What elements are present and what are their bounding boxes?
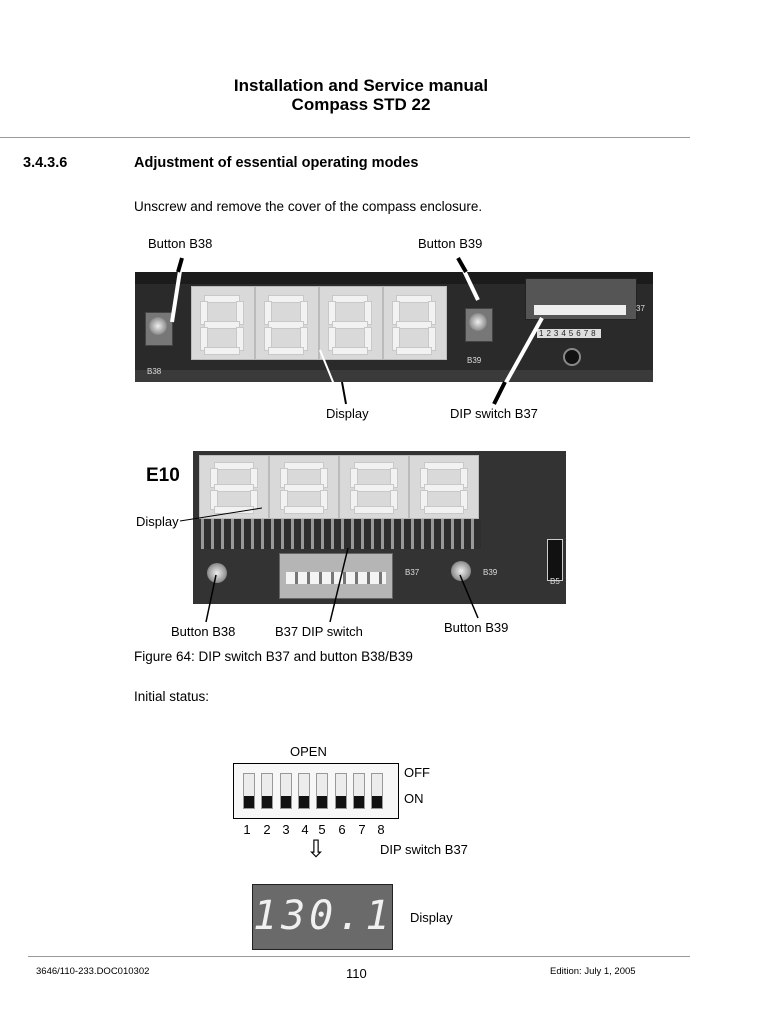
photo2-label-dip: B37 DIP switch bbox=[275, 624, 363, 639]
dip-off-label: OFF bbox=[404, 765, 430, 780]
e10-pcb-b39: B39 bbox=[483, 568, 498, 577]
dip-number-8: 8 bbox=[377, 822, 385, 837]
dip-number-5: 5 bbox=[318, 822, 326, 837]
dip-slot-6[interactable] bbox=[335, 773, 347, 809]
header-line1: Installation and Service manual bbox=[233, 76, 489, 95]
photo2-pointers bbox=[0, 420, 768, 640]
dip-number-7: 7 bbox=[358, 822, 366, 837]
photo2-label-display: Display bbox=[136, 514, 179, 529]
footer-rule bbox=[28, 956, 690, 957]
dip-slot-8[interactable] bbox=[371, 773, 383, 809]
dip-slot-1[interactable] bbox=[243, 773, 255, 809]
dip-number-3: 3 bbox=[282, 822, 290, 837]
label-dip-switch: DIP switch B37 bbox=[450, 406, 538, 421]
figure-caption: Figure 64: DIP switch B37 and button B38/B39 bbox=[134, 649, 413, 664]
section-title: Adjustment of essential operating modes bbox=[134, 155, 419, 171]
footer-doc-id: 3646/110-233.DOC010302 bbox=[36, 966, 150, 977]
pcb-dip-numbers: 12345678 bbox=[539, 329, 599, 338]
dip-number-4: 4 bbox=[301, 822, 309, 837]
display-panel-label: Display bbox=[410, 910, 453, 925]
dip-diagram-caption: DIP switch B37 bbox=[380, 842, 468, 857]
label-button-b38: Button B38 bbox=[148, 236, 213, 251]
footer-edition: Edition: July 1, 2005 bbox=[550, 966, 636, 977]
tag-e10: E10 bbox=[146, 465, 180, 486]
pcb-label-b38: B38 bbox=[147, 367, 162, 376]
dip-slot-2[interactable] bbox=[261, 773, 273, 809]
intro-text: Unscrew and remove the cover of the compass enclosure. bbox=[134, 199, 483, 214]
initial-status-label: Initial status: bbox=[134, 689, 210, 704]
photo2-label-b39: Button B39 bbox=[444, 620, 509, 635]
dip-slot-5[interactable] bbox=[316, 773, 328, 809]
photo1-pointers bbox=[0, 0, 768, 420]
e10-pcb-b5: B5 bbox=[550, 577, 560, 586]
pcb-label-37: 37 bbox=[636, 304, 645, 313]
e10-pcb-b37: B37 bbox=[405, 568, 420, 577]
photo2-label-b38: Button B38 bbox=[171, 624, 236, 639]
footer-page-number: 110 bbox=[346, 966, 367, 981]
dip-slot-4[interactable] bbox=[298, 773, 310, 809]
dip-diagram bbox=[233, 763, 399, 819]
dip-slot-7[interactable] bbox=[353, 773, 365, 809]
pcb-label-b39: B39 bbox=[467, 356, 482, 365]
dip-number-6: 6 bbox=[338, 822, 346, 837]
dip-number-1: 1 bbox=[243, 822, 251, 837]
dip-open-label: OPEN bbox=[290, 744, 327, 759]
dip-on-label: ON bbox=[404, 791, 424, 806]
display-value: 130.1 bbox=[253, 893, 394, 939]
display-panel bbox=[252, 884, 393, 950]
header-line2: Compass STD 22 bbox=[291, 95, 431, 114]
label-button-b39: Button B39 bbox=[418, 236, 483, 251]
down-arrow-icon: ⇩ bbox=[306, 836, 327, 863]
dip-slot-3[interactable] bbox=[280, 773, 292, 809]
label-display: Display bbox=[326, 406, 369, 421]
dip-number-2: 2 bbox=[263, 822, 271, 837]
section-number: 3.4.3.6 bbox=[23, 155, 68, 171]
